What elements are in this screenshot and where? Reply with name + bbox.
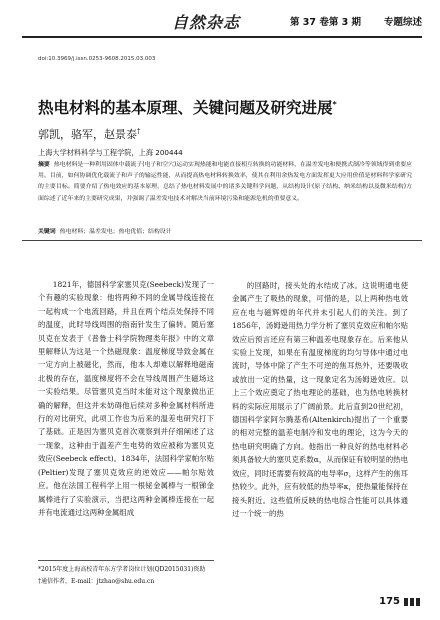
abstract-text: 热电材料是一种利用固体中载流子(电子和空穴)运动实现热能和电能直接相互转换的功能材料，在温差发电和便携式制冷等领域得到重要应用。目前，如何协调优化载流子和声子的输运性能，从而提高热电材料转换效率，使其在利用余热发电方面发挥更大应用价值是材料科学家研究的主要目标。简要介绍了热电效应的基本原理，总结了热电材料发展中的诸多关键科学问题，从结构设计(原子结构、纳米结构以及微米结构)方面综述了近年来的主要研究成果，并强调了温差发电技术对解决当前环境污染和能源危机的重要意义。 — [38, 162, 412, 202]
doi: doi:10.3969/j.issn.0253-9608.2015.03.003 — [38, 56, 156, 62]
affiliation: 上海大学材料科学与工程学院，上海 200444 — [38, 148, 183, 157]
body-column-right: 的回路时，接头处的水结成了冰。这说明通电使金属产生了吸热的现象，可惜的是，以上两种热电效应在电与磁辉煌的年代并未引起人们的关注。到了1856年，汤姆逊用热力学分析了塞贝克效应和帕尔贴效应后预言还应有第三种温差电现象存在。后来他从实验上发现，如果在有温度梯度的均匀导体中通过电流时，导体中除了产生不可逆的焦耳热外，还要吸收或放出一定的热量，这一现象定名为汤姆逊效应。以上三个效应奠定了热电理论的基础，也为热电转换材料的实际应用展示了广阔前景。此后直到20世纪初，德国科学家阿尔腾基希(Altenkirch)提出了一个重要的相对完整的温差电制冷和发电的理论，这为今天的热电研究明确了方向。他指出一种良好的热电材料必须具备较大的塞贝克系数α，从而保证有较明显的热电效应，同时还需要有较高的电导率σ，这样产生的焦耳热较少。此外，应有较低的热导率κ，使热量能保持在接头附近。这些值所反映的热电综合性能可以具体通过一个统一的热 — [232, 281, 408, 518]
abstract — [38, 160, 412, 205]
title-text: 热电材料的基本原理、关键问题及研究进展 — [38, 99, 333, 117]
running-header — [22, 8, 422, 38]
author-names: 郭凯，骆军，赵景泰 — [38, 128, 137, 141]
page-marker — [404, 598, 420, 606]
abstract-label: 摘要 — [38, 162, 50, 168]
keywords-text: 热电材料；温差发电；热电优值；结构设计 — [59, 229, 172, 235]
page-number: 175 — [379, 596, 400, 607]
body-column-left: 1821年，德国科学家塞贝克(Seebeck)发现了一个有趣的实验现象：他将两种不同的金属导线连接在一起构成一个电流回路，并且在两个结点处保持不同的温度，此时导线周围的指南针发生了偏转。随后塞贝克在发表于《普鲁士科学院物理类年报》中的文章里解释认为这是一个热磁现象：温度梯度导致金属在一定方向上被磁化，然而，他本人却难以解释地磁南北极的存在，温度梯度将不会在导线周围产生磁场这一实验结果。尽管塞贝克当时未能对这个现象做出正确的解释，但这并未妨碍他后续对多种金属材料所进行的对比研究，此项工作也为后来的温差电研究打下了基础。正是因为塞贝克首次观察到并仔细阐述了这一现象，这种由于温差产生电势的效应被称为塞贝克效应(Seebeck effect)。1834年，法国科学家帕尔贴(Peltier)发现了塞贝克效应的逆效应——帕尔贴效应。他在法国工程科学上用一根铋金属棒与一根锑金属棒进行了实验演示，当把这两种金属棒连接在一起并有电流通过这两种金属组成 — [38, 280, 214, 517]
author-mark: † — [137, 127, 141, 136]
section-divider — [22, 240, 422, 241]
footnote-funding: *2015年度上海高校青年东方学者岗位计划(QD2015031)资助 — [38, 566, 206, 573]
keywords — [38, 226, 412, 235]
column-label: 专题综述 — [383, 17, 422, 28]
footnote-contact: †通信作者，E-mail：jtzhao@shu.edu.cn — [38, 578, 155, 585]
journal-name: 自然杂志 — [172, 13, 241, 32]
footnotes — [38, 560, 214, 588]
author-list — [38, 126, 141, 142]
article-title — [38, 96, 408, 118]
title-mark: * — [332, 99, 337, 109]
issue-info: 第 37 卷第 3 期 — [290, 17, 362, 28]
keywords-label: 关键词 — [38, 229, 56, 235]
